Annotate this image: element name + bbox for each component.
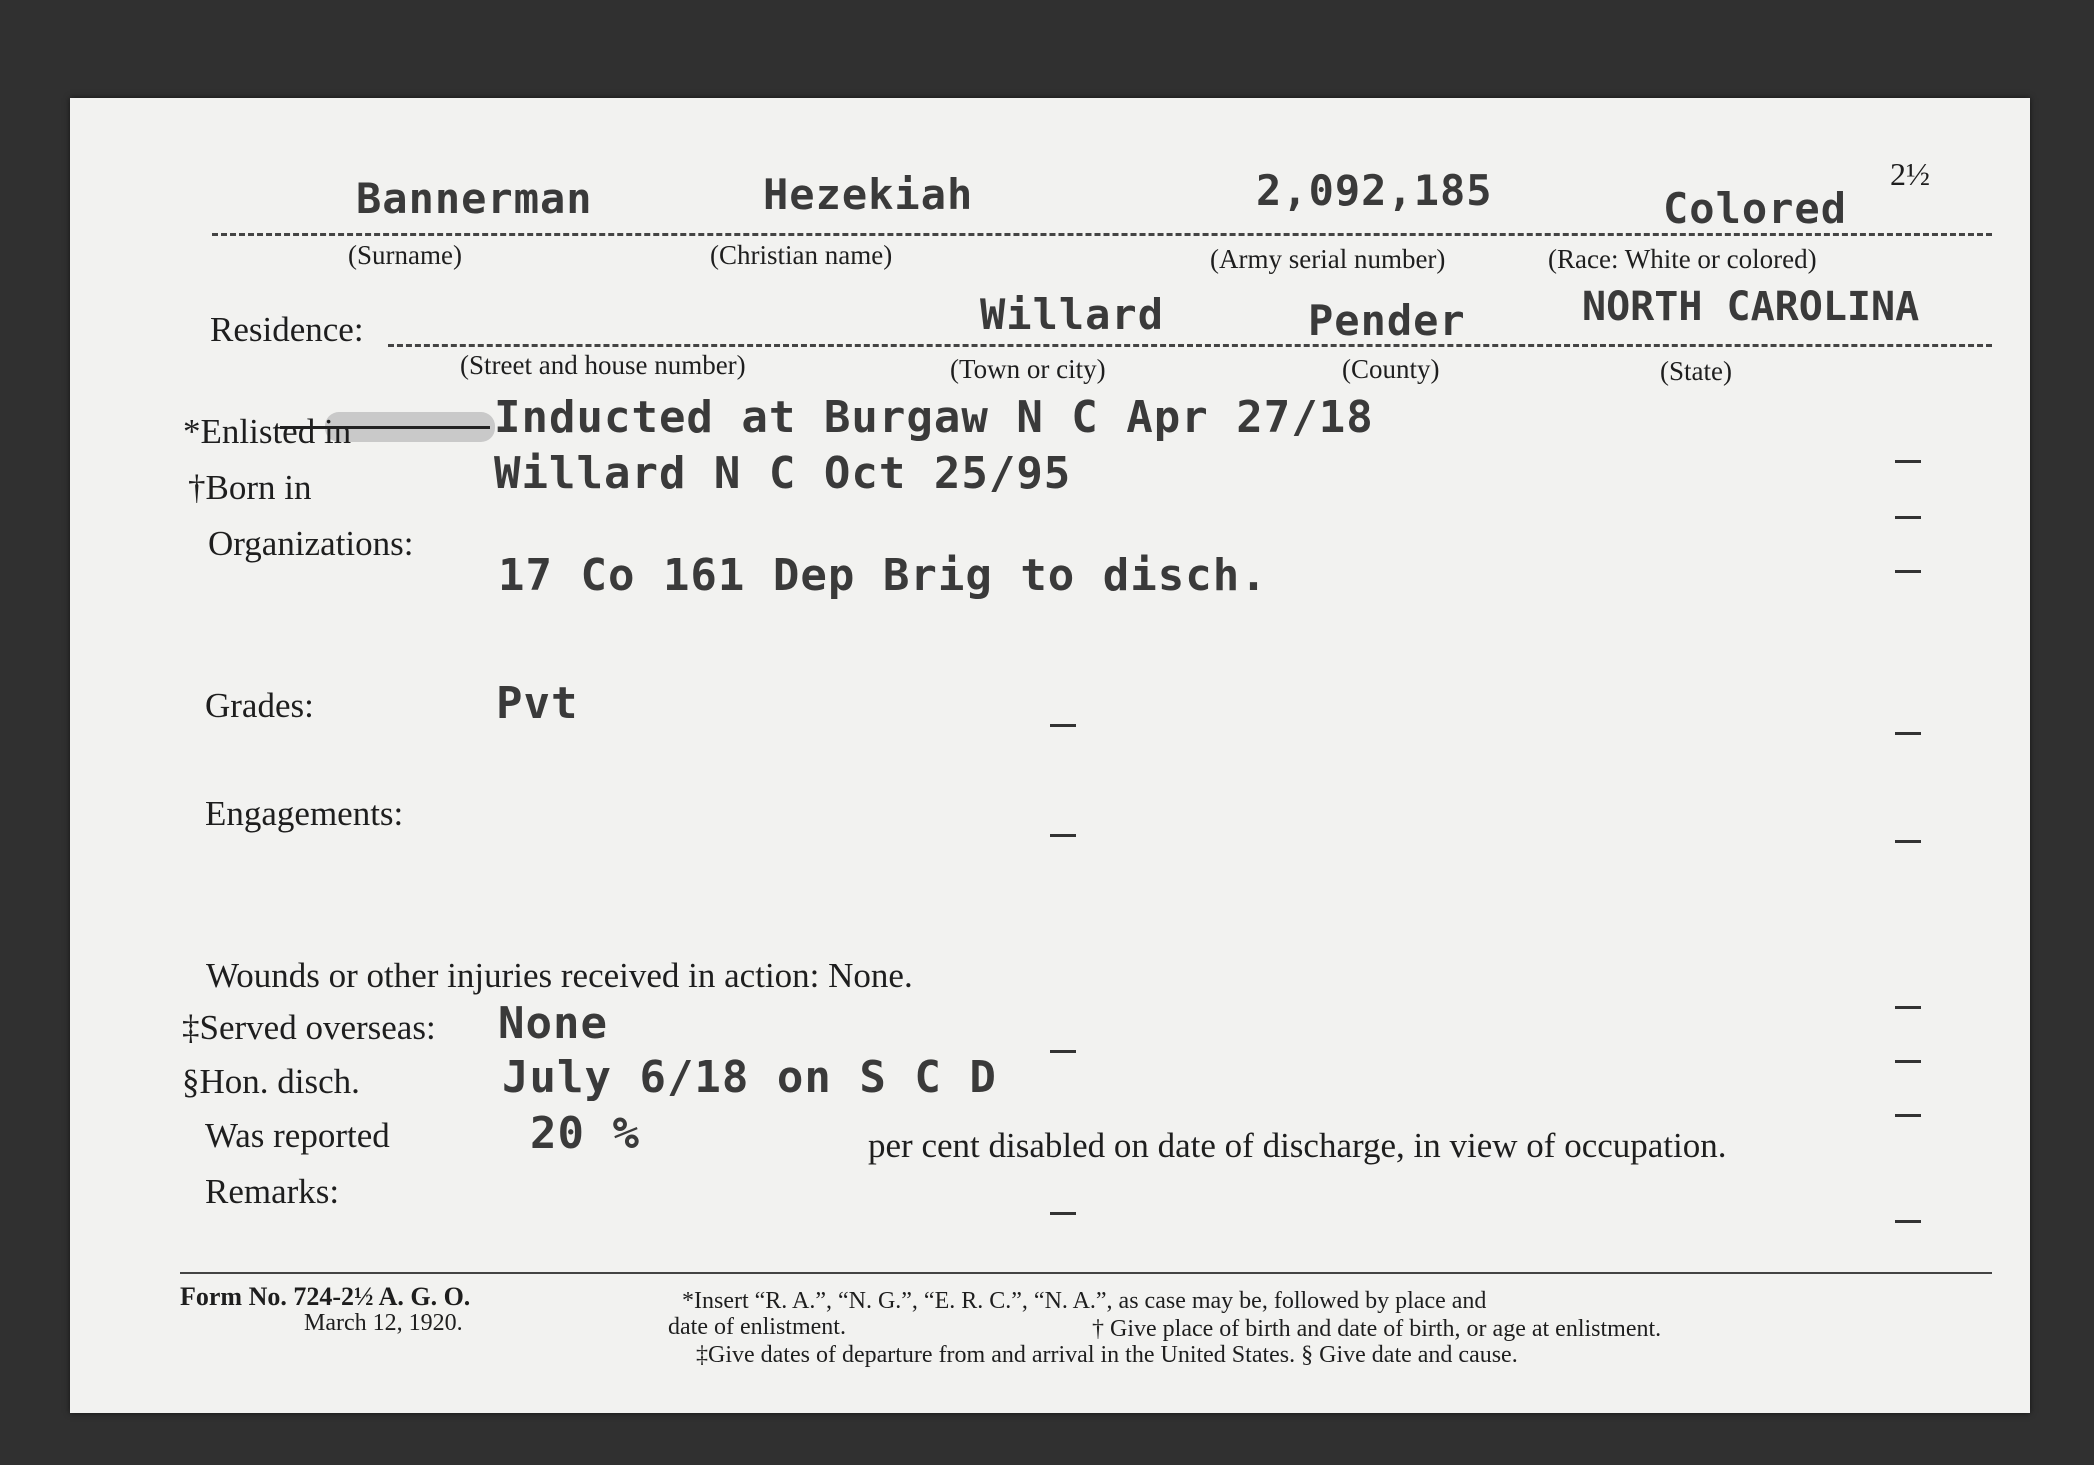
residence-label: Residence:	[210, 310, 364, 349]
county-caption: (County)	[1342, 354, 1440, 384]
form-date: March 12, 1920.	[304, 1310, 463, 1336]
engagements-label: Engagements:	[205, 794, 404, 833]
enlisted-value: Inducted at Burgaw N C Apr 27/18	[494, 392, 1374, 443]
hon-disch-label: §Hon. disch.	[182, 1062, 360, 1101]
organizations-label: Organizations:	[208, 524, 414, 563]
right-tick	[1895, 516, 1921, 519]
serial-number-value: 2,092,185	[1256, 166, 1493, 215]
state-value: NORTH CAROLINA	[1582, 284, 1920, 330]
surname-caption: (Surname)	[348, 240, 462, 270]
county-value: Pender	[1308, 296, 1466, 345]
christian-name-value: Hezekiah	[763, 170, 974, 219]
header-rule	[212, 233, 1992, 236]
served-overseas-label: ‡Served overseas:	[182, 1008, 436, 1047]
town-value: Willard	[980, 290, 1165, 339]
was-reported-label: Was reported	[205, 1116, 390, 1155]
surname-value: Bannerman	[356, 174, 593, 223]
footer-rule	[180, 1272, 1992, 1274]
served-overseas-value: None	[498, 998, 608, 1049]
race-caption: (Race: White or colored)	[1548, 244, 1817, 274]
grades-value: Pvt	[496, 678, 579, 729]
mid-tick	[1050, 1212, 1076, 1215]
born-value: Willard N C Oct 25/95	[494, 448, 1072, 499]
corner-note: 2½	[1890, 156, 1930, 192]
footnote-line-3: ‡Give dates of departure from and arrival in the United States. § Give date and cause.	[696, 1342, 1518, 1368]
organizations-value: 17 Co 161 Dep Brig to disch.	[498, 550, 1268, 601]
disability-percent-value: 20 %	[530, 1108, 640, 1159]
mid-tick	[1050, 1050, 1076, 1053]
enlisted-strikethrough	[280, 426, 490, 429]
wounds-text: Wounds or other injuries received in action: None.	[206, 956, 913, 995]
footnote-line-2a: date of enlistment.	[668, 1314, 846, 1340]
serial-number-caption: (Army serial number)	[1210, 244, 1446, 274]
race-value: Colored	[1663, 184, 1848, 233]
mid-tick	[1050, 834, 1076, 837]
right-tick	[1895, 1006, 1921, 1009]
footnote-line-2b: † Give place of birth and date of birth, or age at enlistment.	[1092, 1316, 1662, 1342]
enlisted-label: *Enlisted in	[183, 412, 352, 451]
town-caption: (Town or city)	[950, 354, 1106, 384]
remarks-label: Remarks:	[205, 1172, 340, 1211]
hon-disch-value: July 6/18 on S C D	[502, 1052, 997, 1103]
residence-rule	[388, 344, 1992, 347]
grades-label: Grades:	[205, 686, 314, 725]
footnote-line-1: *Insert “R. A.”, “N. G.”, “E. R. C.”, “N. A.”, as case may be, followed by place and	[682, 1288, 1487, 1314]
form-number: Form No. 724-2½ A. G. O.	[180, 1282, 471, 1311]
disabled-text: per cent disabled on date of discharge, in view of occupation.	[868, 1126, 1727, 1165]
right-tick	[1895, 570, 1921, 573]
right-tick	[1895, 460, 1921, 463]
right-tick	[1895, 732, 1921, 735]
right-tick	[1895, 1114, 1921, 1117]
street-caption: (Street and house number)	[460, 350, 746, 380]
right-tick	[1895, 1060, 1921, 1063]
mid-tick	[1050, 724, 1076, 727]
draft-record-card	[70, 98, 2030, 1413]
born-label: †Born in	[188, 468, 312, 507]
right-tick	[1895, 840, 1921, 843]
christian-name-caption: (Christian name)	[710, 240, 893, 270]
right-tick	[1895, 1220, 1921, 1223]
state-caption: (State)	[1660, 356, 1732, 386]
